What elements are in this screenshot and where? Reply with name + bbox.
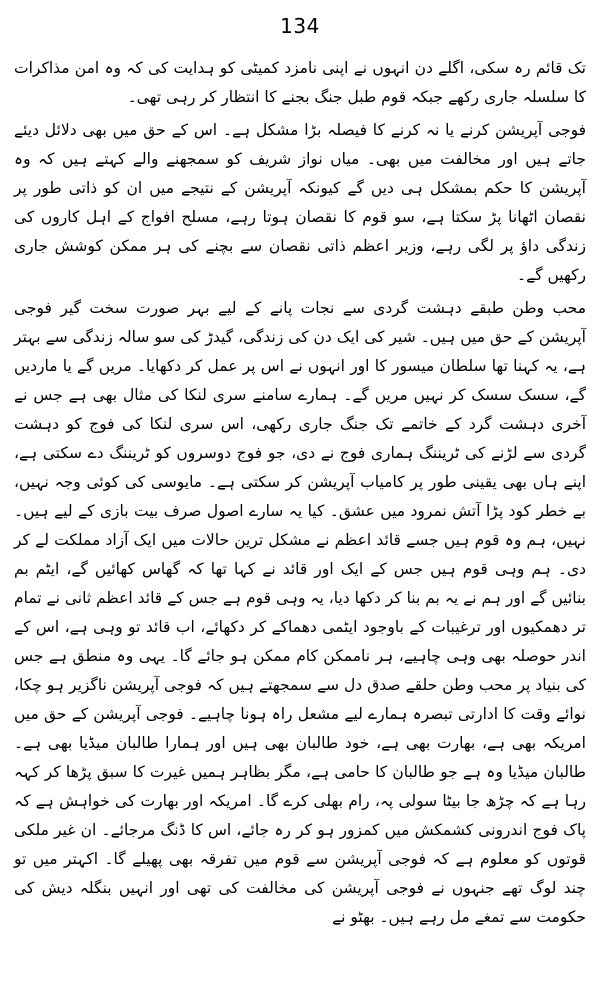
paragraph: فوجی آپریشن کرنے یا نہ کرنے کا فیصلہ بڑا مشکل ہے۔ اس کے حق میں بھی دلائل دیئے جاتے ہیں اور مخالفت میں بھی۔ میاں نواز شریف کو سمجھنے والے کہتے ہیں کہ وہ آپریشن کا حکم بمشکل ہی دیں گے کیونکہ آپریشن کے نتیجے میں ان کو ذاتی طور پر نقصان اٹھانا پڑ سکتا ہے، سو قوم کا نقصان ہوتا رہے، مسلح افواج کے اہل کاروں کی زندگی داؤ پر لگی رہے، وزیر اعظم ذاتی نقصان سے بچنے کی ہر ممکن کوشش جاری رکھیں گے۔: [14, 121, 586, 284]
paragraph: تک قائم رہ سکی، اگلے دن انہوں نے اپنی نامزد کمیٹی کو ہدایت کی کہ وہ امن مذاکرات کا سلسلہ جاری رکھے جبکہ قوم طبل جنگ بجنے کا انتظار کر رہی تھی۔: [14, 59, 586, 106]
paragraph: محب وطن طبقے دہشت گردی سے نجات پانے کے لیے بہر صورت سخت گیر فوجی آپریشن کے حق میں ہیں۔ شیر کی ایک دن کی زندگی، گیدڑ کی سو سالہ زندگی سے بہتر ہے، یہ کہنا تھا سلطان میسور کا اور انہوں نے اس پر عمل کر دکھایا۔ مریں گے یا ماردیں گے، سسک سسک کر نہیں مریں گے۔ ہمارے سامنے سری لنکا کی مثال بھی ہے جس نے آخری دہشت گرد کے خاتمے تک جنگ جاری رکھی، اس سری لنکا کی فوج کو دہشت گردی سے لڑنے کی ٹریننگ ہماری فوج نے دی، جو فوج دوسروں کو ٹریننگ دے سکتی ہے، اپنے ہاں بھی یقینی طور پر کامیاب آپریشن کر سکتی ہے۔ مایوسی کی کوئی وجہ نہیں، بے خطر کود پڑا آتش نمرود میں عشق۔ کیا یہ سارے اصول صرف بیت بازی کے لیے ہیں۔ نہیں، ہم وہ قوم ہیں جسے قائد اعظم نے مشکل ترین حالات میں ایک آزاد مملکت لے کر دی۔ ہم وہی قوم ہیں جس کے ایک اور قائد نے کہا تھا کہ گھاس کھائیں گے، ایٹم بم بنائیں گے اور ہم نے یہ بم بنا کر دکھا دیا، یہ وہی قوم ہے جس کے قائد اعظم ثانی نے تمام تر دھمکیوں اور ترغیبات کے باوجود ایٹمی دھماکے کر دکھائے، اب قائد تو وہی ہے، اس کے اندر حوصلہ بھی وہی چاہیے، ہر ناممکن کام ممکن ہو جائے گا۔ یہی وہ منطق ہے جس کی بنیاد پر محب وطن حلقے صدق دل سے سمجھتے ہیں کہ فوجی آپریشن ناگزیر ہو چکا، نوائے وقت کا ادارتی تبصرہ ہمارے لیے مشعل راہ ہونا چاہیے۔ فوجی آپریشن کے حق میں امریکہ بھی ہے، بھارت بھی ہے، خود طالبان بھی ہیں اور ہمارا طالبان میڈیا بھی ہے۔ طالبان میڈیا وہ ہے جو طالبان کا حامی ہے، مگر بظاہر ہمیں غیرت کا سبق پڑھا کر کہہ رہا ہے کہ چڑھ جا بیٹا سولی پہ، رام بھلی کرے گا۔ امریکہ اور بھارت کی خواہش ہے کہ پاک فوج اندرونی کشمکش میں کمزور ہو کر رہ جائے، اس کا ڈنگ مرجائے۔ ان غیر ملکی قوتوں کو معلوم ہے کہ فوجی آپریشن سے قوم میں تفرقہ بھی پھیلے گا۔ اکہتر میں تو چند لوگ تھے جنہوں نے فوجی آپریشن کی مخالفت کی تھی اور انہیں بنگلہ دیش کی حکومت سے تمغے مل رہے ہیں۔ بھٹو نے: [14, 299, 586, 926]
page-body: [14, 54, 586, 932]
page-number: 134: [280, 14, 320, 38]
